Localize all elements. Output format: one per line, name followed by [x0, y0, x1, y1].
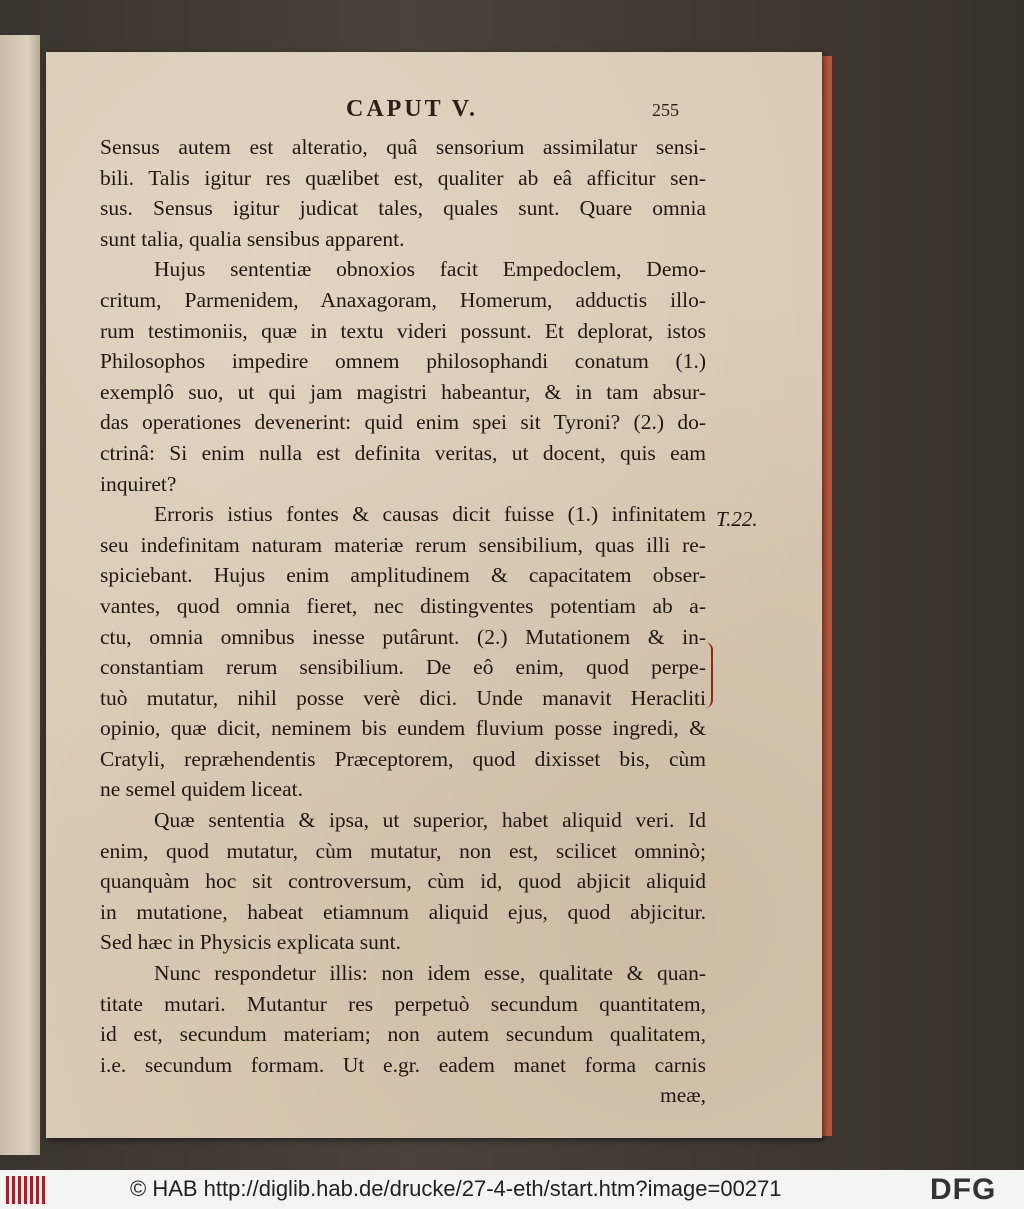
text-line: ctu, omnia omnibus inesse putârunt. (2.) Mutationem & in- — [100, 624, 706, 649]
text-line: in mutatione, habeat etiamnum aliquid ejus, quod abjicitur. — [100, 899, 706, 924]
previous-page-edge — [0, 35, 40, 1155]
body-text — [100, 132, 706, 1111]
text-line: rum testimoniis, quæ in textu videri possunt. Et deplorat, istos — [100, 318, 706, 343]
text-line: Nunc respondetur illis: non idem esse, qualitate & quan- — [154, 961, 706, 986]
hab-barcode-logo-icon — [6, 1176, 48, 1204]
marginal-note: T.22. — [716, 507, 758, 531]
text-line: id est, secundum materiam; non autem secundum qualitatem, — [100, 1022, 706, 1047]
text-line: ne semel quidem liceat. — [100, 777, 303, 802]
text-line: enim, quod mutatur, cùm mutatur, non est, scilicet omninò; — [100, 838, 706, 863]
text-line: Hujus sententiæ obnoxios facit Empedoclem, Demo- — [154, 257, 706, 282]
text-line: exemplô suo, ut qui jam magistri habeantur, & in tam absur- — [100, 379, 706, 404]
text-line: opinio, quæ dicit, neminem bis eundem fluvium posse ingredi, & — [100, 716, 706, 741]
running-head: CAPUT V. — [346, 96, 479, 122]
text-line: Erroris istius fontes & causas dicit fuisse (1.) infinitatem — [154, 502, 706, 527]
source-url-text[interactable]: © HAB http://diglib.hab.de/drucke/27-4-eth/start.htm?image=00271 — [130, 1176, 782, 1201]
viewer-footer — [0, 1170, 1024, 1209]
text-line: vantes, quod omnia fieret, nec distingventes potentiam ab a- — [100, 593, 706, 618]
text-line: das operationes devenerint: quid enim spei sit Tyroni? (2.) do- — [100, 410, 706, 435]
text-line: Cratyli, repræhendentis Præceptorem, quod dixisset bis, cùm — [100, 746, 706, 771]
red-bracket-mark — [705, 642, 713, 708]
text-line: i.e. secundum formam. Ut e.gr. eadem manet forma carnis — [100, 1052, 706, 1077]
text-line: Quæ sententia & ipsa, ut superior, habet aliquid veri. Id — [154, 808, 706, 833]
page-header — [46, 96, 822, 126]
text-line: seu indefinitam naturam materiæ rerum sensibilium, quas illi re- — [100, 532, 706, 557]
text-line: critum, Parmenidem, Anaxagoram, Homerum, adductis illo- — [100, 287, 706, 312]
text-line: spiciebant. Hujus enim amplitudinem & capacitatem obser- — [100, 563, 706, 588]
text-line: Philosophos impedire omnem philosophandi conatum (1.) — [100, 349, 706, 374]
text-line: constantiam rerum sensibilium. De eô enim, quod perpe- — [100, 655, 706, 680]
text-line: tuò mutatur, nihil posse verè dici. Unde manavit Heracliti — [100, 685, 706, 710]
text-line: Sensus autem est alteratio, quâ sensorium assimilatur sensi- — [100, 135, 706, 159]
book-page — [46, 52, 822, 1138]
page-red-edge — [822, 56, 832, 1136]
text-line: Sed hæc in Physicis explicata sunt. — [100, 930, 401, 955]
text-line: inquiret? — [100, 471, 177, 496]
text-line: quanquàm hoc sit controversum, cùm id, quod abjicit aliquid — [100, 869, 706, 894]
page-number: 255 — [652, 100, 679, 120]
text-line: meæ, — [660, 1083, 706, 1108]
text-line: sus. Sensus igitur judicat tales, quales sunt. Quare omnia — [100, 196, 706, 221]
dfg-logo: DFG — [930, 1173, 997, 1206]
text-line: titate mutari. Mutantur res perpetuò secundum quantitatem, — [100, 991, 706, 1016]
text-line: bili. Talis igitur res quælibet est, qualiter ab eâ afficitur sen- — [100, 165, 706, 190]
text-line: sunt talia, qualia sensibus apparent. — [100, 226, 405, 251]
text-line: ctrinâ: Si enim nulla est definita veritas, ut docent, quis eam — [100, 440, 706, 465]
